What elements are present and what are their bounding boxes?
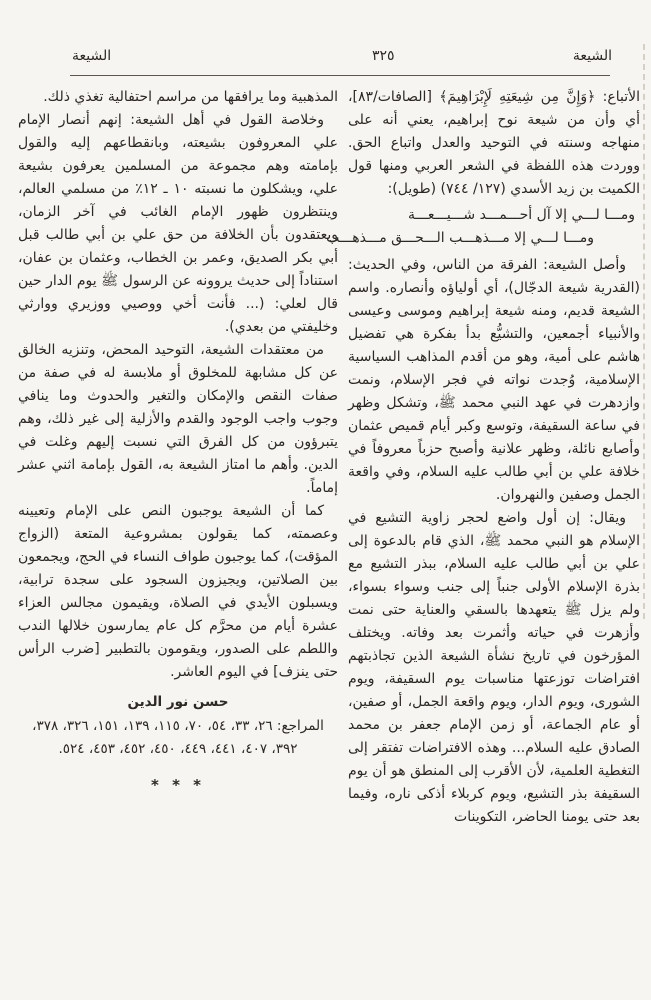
page-header — [0, 48, 651, 70]
para-continuation: المذهبية وما يرافقها من مراسم احتفالية تغذي ذلك. — [43, 89, 338, 105]
para-origin-of-shia: وأصل الشيعة: الفرقة من الناس، وفي الحديث: (القدرية شيعة الدجّال)، أي أولياؤه وأنصاره. واسم الشيعة قديم، ومنه شيعة إبراهيم وموسى وعيسى والأنبياء أجمعين، والتشيُّع بدأ بفكرة هي تفضيل هاشم على أمية، وهو من أقدم المذاهب السياسية الإسلامية، وُجدت نواته في فجر الإسلام، ونمت وازدهرت في عهد النبي محمد ﷺ، وتشكل وظهر في ساعة السقيفة، وتوسع وكبر أيام قميص عثمان وأصابع نائلة، وظهر علانية وأصبح حزباً معروفاً في خلافة علي بن أبي طالب عليه السلام، وفي واقعة الجمل وصفين والنهروان. — [348, 257, 640, 503]
para-attaba-definition: الأتباع: ﴿وَإِنَّ مِن شِيعَتِهِ لَإِبْرَاهِيمَ﴾ [الصافات/٨٣]، أي وأن من شيعة نوح إبراهيم، يعني أنه على منهاجه وسنته في التوحيد والعدل واتباع الحق. ووردت هذه اللفظة في الشعر العربي ومنها قول الكميت بن زيد الأسدي (١٢٧/ ٧٤٤) (طويل): — [348, 89, 640, 197]
section-end-mark: * * * — [151, 776, 205, 794]
column-left — [18, 86, 338, 829]
header-title-right: الشيعة — [572, 48, 612, 64]
header-rule — [70, 75, 610, 76]
scan-edge-artifact — [643, 44, 645, 619]
para-practices: كما أن الشيعة يوجبون النص على الإمام وتعيينه وعصمته، كما يقولون بمشروعية المتعة (الزواج المؤقت)، كما يوجبون طواف النساء في الحج، ويجمعون بين الصلاتين، ويجيزون السجود على سجدة ترابية، ويسبلون الأيدي في الصلاة، ويقيمون مجالس العزاء عشرة أيام من محرَّم كل عام يمارسون خلالها الندب واللطم على الصدور، ويقومون بالتطبير [ضرب الرأس حتى ينزف] في اليوم العاشر. — [18, 503, 338, 680]
page-number: ٣٢٥ — [372, 48, 395, 64]
references-list: المراجع: ٢٦، ٣٣، ٥٤، ٧٠، ١١٥، ١٣٩، ١٥١، ٣٢٦، ٣٧٨، ٣٩٢، ٤٠٧، ٤٤١، ٤٤٩، ٤٥٠، ٤٥٢، ٤٥٣، ٥٢٤. — [32, 718, 324, 757]
poem-line-2: ومـــا لـــي إلا مـــذهـــب الـــحـــق مـــذهـــب — [326, 230, 594, 246]
para-founding-history: ويقال: إن أول واضع لحجر زاوية التشيع في الإسلام هو النبي محمد ﷺ، الذي قام بالدعوة إلى علي بن أبي طالب عليه السلام، ببذر التشيع مع بذرة الإسلام الأولى جنباً إلى جنب وسواء بسواء، ولم يزل ﷺ يتعهدها بالسقي والعناية حتى نمت وأزهرت في حياته وأثمرت بعد وفاته. ويختلف المؤرخون في تاريخ نشأة الشيعة الذين تجاذبتهم افتراضات توزعتها مناسبات يوم السقيفة، ويوم الشورى، ويوم الدار، ويوم واقعة الجمل، أو صفين، أو عام الجماعة، أو زمن الإمام جعفر بن محمد الصادق عليه السلام... وهذه الافتراضات تفتقر إلى التغطية العلمية، لأن الأقرب إلى المنطق هو أن يوم السقيفة بذر التشيع، ويوم كربلاء أذكى ناره، وفيما بعد حتى يومنا الحاضر، التكوينات — [348, 510, 640, 825]
poem-block — [326, 204, 640, 250]
para-beliefs: من معتقدات الشيعة، التوحيد المحض، وتنزيه الخالق عن كل مشابهة للمخلوق أو ملابسة له في صفة من صفات النقص والإمكان والتغير والحدوث وما ينافي وجوب واجب الوجود والقدم والأزلية إلى غير ذلك، وهم يتبرؤون من كل الفرق التي نسبت إليهم وغلت في الدين. وأهم ما امتاز الشيعة به، القول بإمامة اثني عشر إماماً. — [18, 342, 338, 496]
column-right — [326, 86, 640, 829]
poem-line-1: ومـــا لـــي إلا آل أحـــمـــد شـــيـــعـــة — [408, 207, 635, 223]
header-title-left: الشيعة — [72, 48, 112, 64]
para-summary: وخلاصة القول في أهل الشيعة: إنهم أنصار الإمام علي المعروفون بشيعته، وبانقطاعهم إليه والقول بإمامته وهم مجموعة من المسلمين يعرفون بشيعة علي، ويشكلون ما نسبته ١٠ ـ ١٢٪ من مسلمي العالم، وينتظرون ظهور الإمام الغائب في آخر الزمان، ويعتقدون بأن الخلافة من حق علي بن أبي طالب قبل أبي بكر الصديق، وعمر بن الخطاب، وعثمان بن عفان، استناداً إلى حديث يروونه عن الرسول ﷺ يوم الدار حين قال لعلي: (... فأنت أخي ووصيي ووزيري ووارثي وخليفتي من بعدي). — [18, 112, 338, 335]
text-columns — [18, 86, 640, 829]
author-name: حسن نور الدين — [127, 694, 229, 710]
